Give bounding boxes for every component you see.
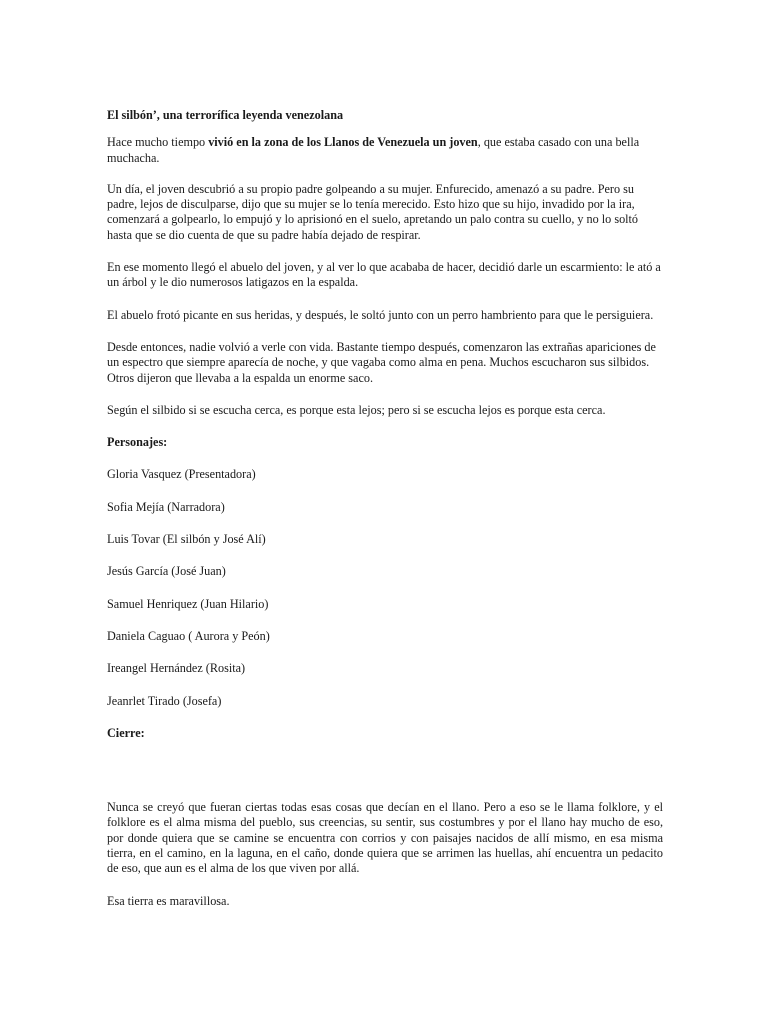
characters-heading: Personajes: [107, 435, 168, 450]
blank-spacer [107, 758, 663, 800]
character-item: Luis Tovar (El silbón y José Alí) [107, 532, 266, 547]
character-item: Sofia Mejía (Narradora) [107, 499, 225, 514]
character-item: Jeanrlet Tirado (Josefa) [107, 693, 222, 708]
character-item: Jesús García (José Juan) [107, 564, 226, 579]
story-paragraph: En ese momento llegó el abuelo del joven, y al ver lo que acababa de hacer, decidió darle un escarmiento: le ató a un árbol y le dio numerosos latigazos en la espalda. [107, 260, 661, 290]
intro-text-bold: vivió en la zona de los Llanos de Venezuela un joven [208, 135, 478, 150]
story-paragraph: Según el silbido si se escucha cerca, es porque esta lejos; pero si se escucha lejos es porque esta cerca. [107, 402, 606, 417]
story-paragraph: Desde entonces, nadie volvió a verle con vida. Bastante tiempo después, comenzaron las extrañas apariciones de un espectro que siempre aparecía de noche, y que vagaba como alma en pena. Muchos escucharon sus silbidos. Otros dijeron que llevaba a la espalda un enorme saco. [107, 339, 656, 385]
story-paragraph: El abuelo frotó picante en sus heridas, y después, le soltó junto con un perro hambriento para que le persiguiera. [107, 307, 654, 322]
character-item: Daniela Caguao ( Aurora y Peón) [107, 628, 270, 643]
story-paragraph: Un día, el joven descubrió a su propio padre golpeando a su mujer. Enfurecido, amenazó a su padre. Pero su padre, lejos de disculparse, dijo que su mujer se lo tenía merecido. Esto hizo que su hijo, invadido por la ira, comenzará a golpearlo, lo empujó y lo aprisionó en el suelo, apretando un palo contra su cuello, y no lo soltó hasta que se dio cuenta de que su padre había dejado de respirar. [107, 181, 639, 242]
final-line: Esa tierra es maravillosa. [107, 893, 230, 908]
closing-heading: Cierre: [107, 725, 145, 740]
intro-text-start: Hace mucho tiempo [107, 135, 209, 150]
character-item: Ireangel Hernández (Rosita) [107, 661, 246, 676]
intro-text-end: , que estaba casado con una bella muchacha. [107, 135, 640, 165]
intro-paragraph [107, 135, 663, 166]
character-item: Samuel Henriquez (Juan Hilario) [107, 596, 269, 611]
document-title: El silbón’, una terrorífica leyenda venezolana [107, 108, 344, 122]
closing-paragraph: Nunca se creyó que fueran ciertas todas esas cosas que decían en el llano. Pero a eso se le llama folklore, y el folklore es el alma misma del pueblo, sus creencias, su sentir, sus costumbres y por el llano hay mucho de eso, por donde quiera que se camine se encuentra con corrios y con paisajes nacidos de allí mismo, en esa misma tierra, en el camino, en la laguna, en el caño, donde quiera que se arrimen las huellas, ahí encuentra un pedacito de eso, que aun es el alma de los que viven por allá. [107, 800, 663, 876]
character-item: Gloria Vasquez (Presentadora) [107, 467, 256, 482]
document-body [107, 108, 663, 926]
